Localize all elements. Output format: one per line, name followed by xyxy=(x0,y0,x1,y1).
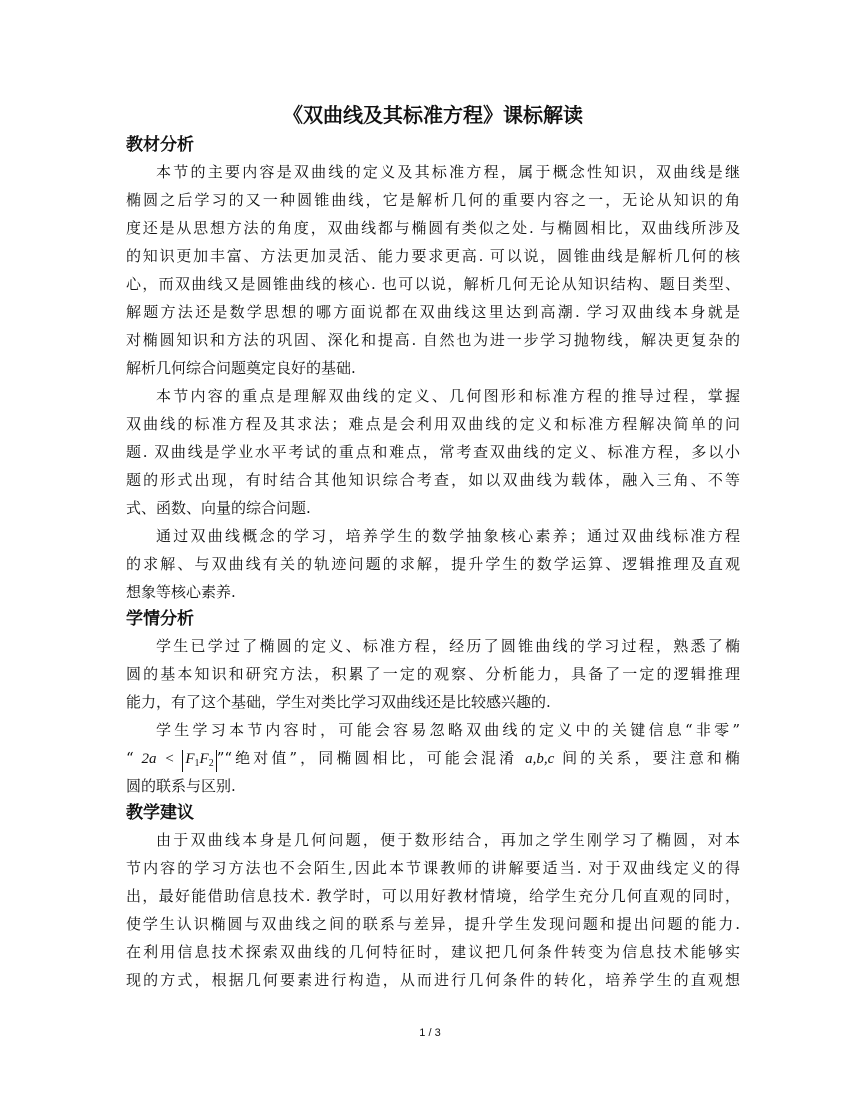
text-line: 在利用信息技术探索双曲线的几何特征时，建议把几何条件转变为信息技术能够实 xyxy=(126,943,740,961)
text-line: 度还是从思想方法的角度，双曲线都与椭圆有类似之处. 与椭圆相比，双曲线所涉及 xyxy=(126,219,740,237)
text-line: 使学生认识椭圆与双曲线之间的联系与差异，提升学生发现问题和提出问题的能力. xyxy=(126,915,740,933)
text-line: 解析几何综合问题奠定良好的基础. xyxy=(126,359,356,377)
text-line: 题的形式出现，有时结合其他知识综合考查，如以双曲线为载体，融入三角、不等 xyxy=(126,471,740,489)
paragraph xyxy=(126,382,740,522)
text-after-formula: ”“绝对值”，同椭圆相比，可能会混淆 xyxy=(216,749,518,767)
document-title: 《双曲线及其标准方程》课标解读 xyxy=(283,103,583,127)
paragraph xyxy=(126,826,740,994)
text-line: 学生已学过了椭圆的定义、标准方程，经历了圆锥曲线的学习过程，熟悉了椭 xyxy=(156,637,740,655)
text-line: 本节的主要内容是双曲线的定义及其标准方程，属于概念性知识，双曲线是继 xyxy=(156,163,740,181)
paragraph xyxy=(126,716,740,800)
text-line: 本节内容的重点是理解双曲线的定义、几何图形和标准方程的推导过程，掌握 xyxy=(156,387,740,405)
text-line: 圆的联系与区别. xyxy=(126,777,236,795)
text-tail: 间的关系，要注意和椭 xyxy=(562,749,740,767)
quote-open: “ xyxy=(126,749,134,767)
section-heading-student-analysis: 学情分析 xyxy=(126,609,194,629)
text-line: 想象等核心素养. xyxy=(126,583,236,601)
section-heading-teaching-suggestions: 教学建议 xyxy=(126,803,194,823)
paragraph xyxy=(126,158,740,382)
formula-abs-f1f2: $F_1F_2$ xyxy=(182,750,216,772)
text-line: 椭圆之后学习的又一种圆锥曲线，它是解析几何的重要内容之一，无论从知识的角 xyxy=(126,191,740,209)
text-line: 学生学习本节内容时，可能会容易忽略双曲线的定义中的关键信息“非零” xyxy=(156,721,740,739)
text-line: 题. 双曲线是学业水平考试的重点和难点，常考查双曲线的定义、标准方程，多以小 xyxy=(126,443,740,461)
text-line-with-formula xyxy=(126,744,740,772)
document-page xyxy=(126,98,740,994)
text-line: 圆的基本知识和研究方法，积累了一定的观察、分析能力，具备了一定的逻辑推理 xyxy=(126,665,740,683)
section-heading-textbook-analysis: 教材分析 xyxy=(126,135,194,155)
text-line: 解题方法还是数学思想的哪方面说都在双曲线这里达到高潮. 学习双曲线本身就是 xyxy=(126,303,740,321)
text-line: 出，最好能借助信息技术. 教学时，可以用好教材情境，给学生充分几何直观的同时， xyxy=(126,887,740,905)
paragraph xyxy=(126,522,740,606)
text-line: 心，而双曲线又是圆锥曲线的核心. 也可以说，解析几何无论从知识结构、题目类型、 xyxy=(126,275,740,293)
page-number: 1 / 3 xyxy=(419,1027,441,1039)
formula-abc: a,b,c xyxy=(525,751,555,767)
text-line: 现的方式，根据几何要素进行构造，从而进行几何条件的转化，培养学生的直观想 xyxy=(126,971,740,989)
formula-2a: 2a xyxy=(141,751,157,767)
formula-less-than: < xyxy=(164,751,175,767)
text-line: 通过双曲线概念的学习，培养学生的数学抽象核心素养；通过双曲线标准方程 xyxy=(156,527,740,545)
text-line: 节内容的学习方法也不会陌生,因此本节课教师的讲解要适当. 对于双曲线定义的得 xyxy=(126,859,740,877)
paragraph xyxy=(126,632,740,716)
text-line: 对椭圆知识和方法的巩固、深化和提高. 自然也为进一步学习抛物线，解决更复杂的 xyxy=(126,331,740,349)
text-line: 的知识更加丰富、方法更加灵活、能力要求更高. 可以说，圆锥曲线是解析几何的核 xyxy=(126,247,740,265)
text-line: 由于双曲线本身是几何问题，便于数形结合，再加之学生刚学习了椭圆，对本 xyxy=(156,831,740,849)
text-line: 式、函数、向量的综合问题. xyxy=(126,499,311,517)
text-line: 的求解、与双曲线有关的轨迹问题的求解，提升学生的数学运算、逻辑推理及直观 xyxy=(126,555,740,573)
text-line: 双曲线的标准方程及其求法；难点是会利用双曲线的定义和标准方程解决简单的问 xyxy=(126,415,740,433)
text-line: 能力，有了这个基础，学生对类比学习双曲线还是比较感兴趣的. xyxy=(126,693,551,711)
